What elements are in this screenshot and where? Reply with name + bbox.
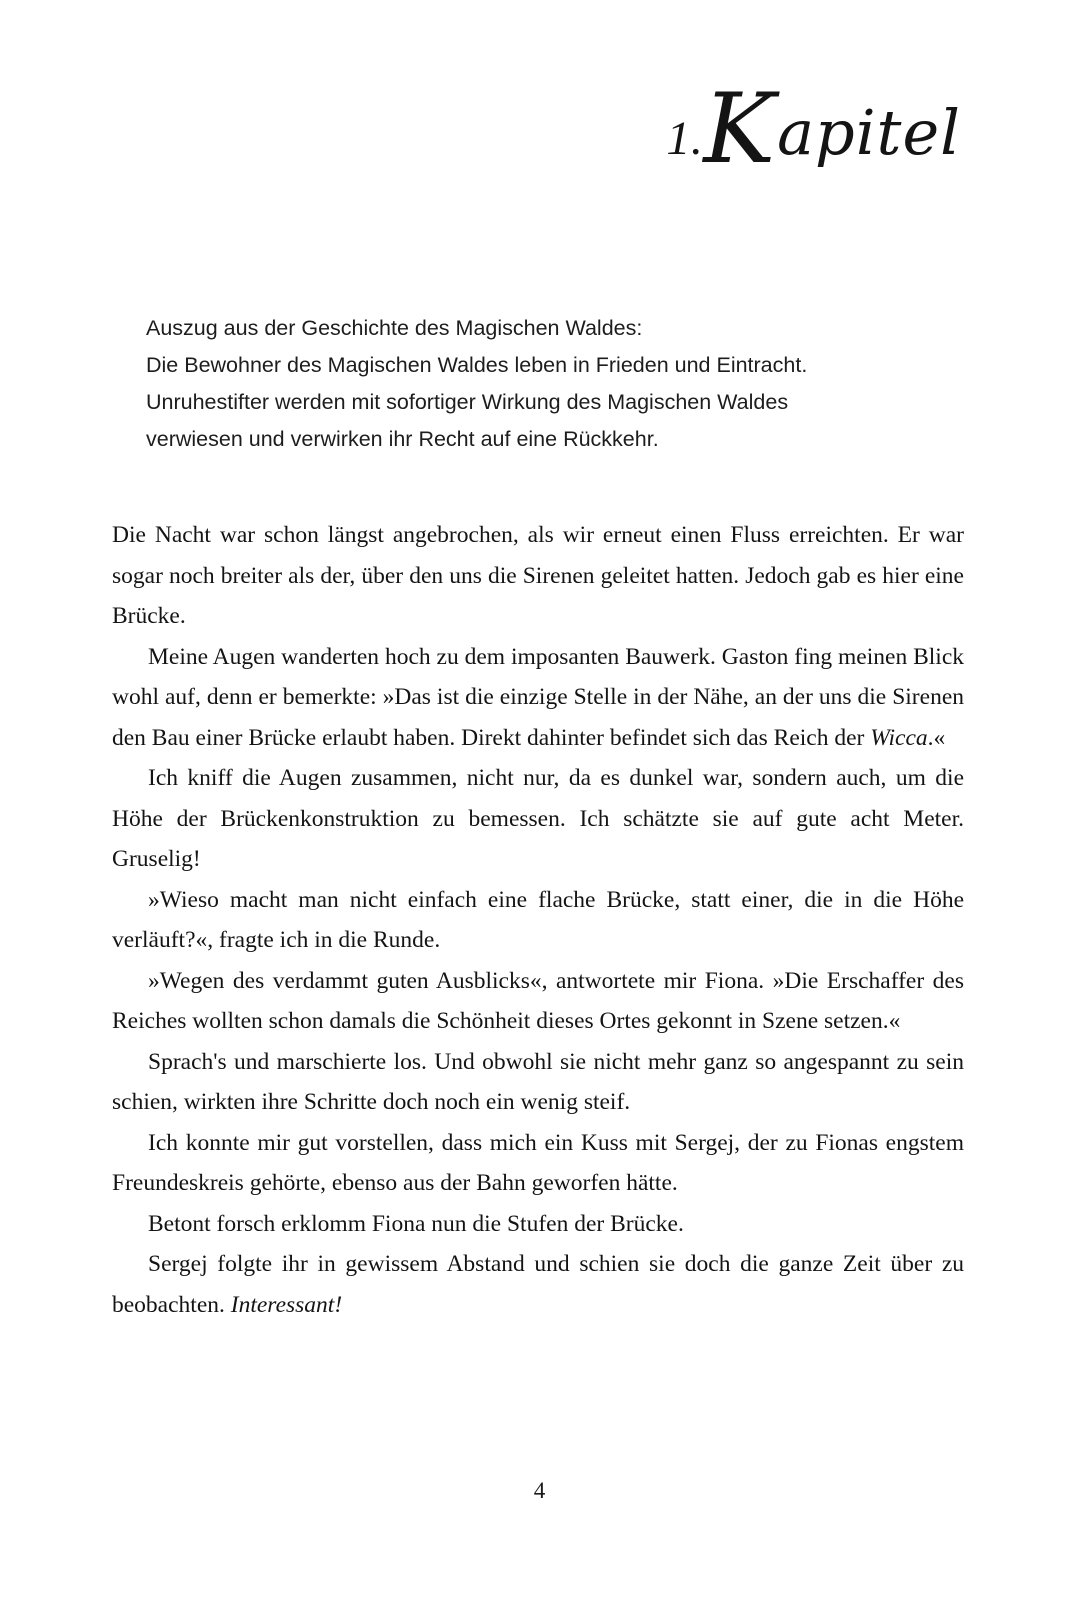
page-number: 4 xyxy=(533,1478,546,1503)
chapter-title-initial: K xyxy=(703,73,777,185)
emphasis-text: Wicca xyxy=(870,724,928,751)
paragraph: Ich konnte mir gut vorstellen, dass mich ein Kuss mit Sergej, der zu Fionas engstem Freundeskreis gehörte, ebenso aus der Bahn geworfen hätte. xyxy=(112,1129,964,1196)
paragraph-text-after: .« xyxy=(927,724,946,751)
paragraph: Betont forsch erklomm Fiona nun die Stufen der Brücke. xyxy=(148,1210,684,1237)
epigraph-line: Auszug aus der Geschichte des Magischen Waldes: xyxy=(146,316,643,340)
epigraph-line: verwiesen und verwirken ihr Recht auf eine Rückkehr. xyxy=(146,427,659,451)
chapter-title xyxy=(703,73,961,185)
chapter-heading xyxy=(666,73,961,185)
paragraph-text-before: Meine Augen wanderten hoch zu dem imposanten Bauwerk. Gaston fing meinen Blick wohl auf, denn er bemerkte: »Das ist die einzige Stelle in der Nähe, an der uns die Sirenen den Bau einer Brücke erlaubt haben. Direkt dahinter befindet sich das Reich der xyxy=(112,643,964,751)
epigraph-line: Die Bewohner des Magischen Waldes leben in Frieden und Eintracht. xyxy=(146,353,808,377)
paragraph xyxy=(112,1244,964,1325)
paragraph: »Wegen des verdammt guten Ausblicks«, antwortete mir Fiona. »Die Erschaffer des Reiches wollten schon damals die Schönheit dieses Ortes gekonnt in Szene setzen.« xyxy=(112,967,964,1034)
emphasis-text: Interessant! xyxy=(230,1291,343,1318)
epigraph-line: Unruhestifter werden mit sofortiger Wirkung des Magischen Waldes xyxy=(146,390,789,414)
epigraph-block xyxy=(146,310,946,458)
paragraph-text-before: Sergej folgte ihr in gewissem Abstand und schien sie doch die ganze Zeit über zu beobachten. xyxy=(112,1251,964,1318)
paragraph: »Wieso macht man nicht einfach eine flache Brücke, statt einer, die in die Höhe verläuft?«, fragte ich in die Runde. xyxy=(112,886,964,953)
paragraph: Die Nacht war schon längst angebrochen, als wir erneut einen Fluss erreichten. Er war sogar noch breiter als der, über den uns die Sirenen geleitet hatten. Jedoch gab es hier eine Brücke. xyxy=(112,522,964,629)
body-text xyxy=(112,515,964,1325)
chapter-title-rest: apitel xyxy=(777,96,961,169)
paragraph xyxy=(112,637,964,759)
paragraph: Sprach's und marschierte los. Und obwohl sie nicht mehr ganz so angespannt zu sein schien, wirkten ihre Schritte doch noch ein wenig steif. xyxy=(112,1048,964,1115)
paragraph: Ich kniff die Augen zusammen, nicht nur, da es dunkel war, sondern auch, um die Höhe der Brückenkonstruktion zu bemessen. Ich schätzte sie auf gute acht Meter. Gruselig! xyxy=(112,765,964,872)
chapter-number: 1. xyxy=(666,112,704,165)
